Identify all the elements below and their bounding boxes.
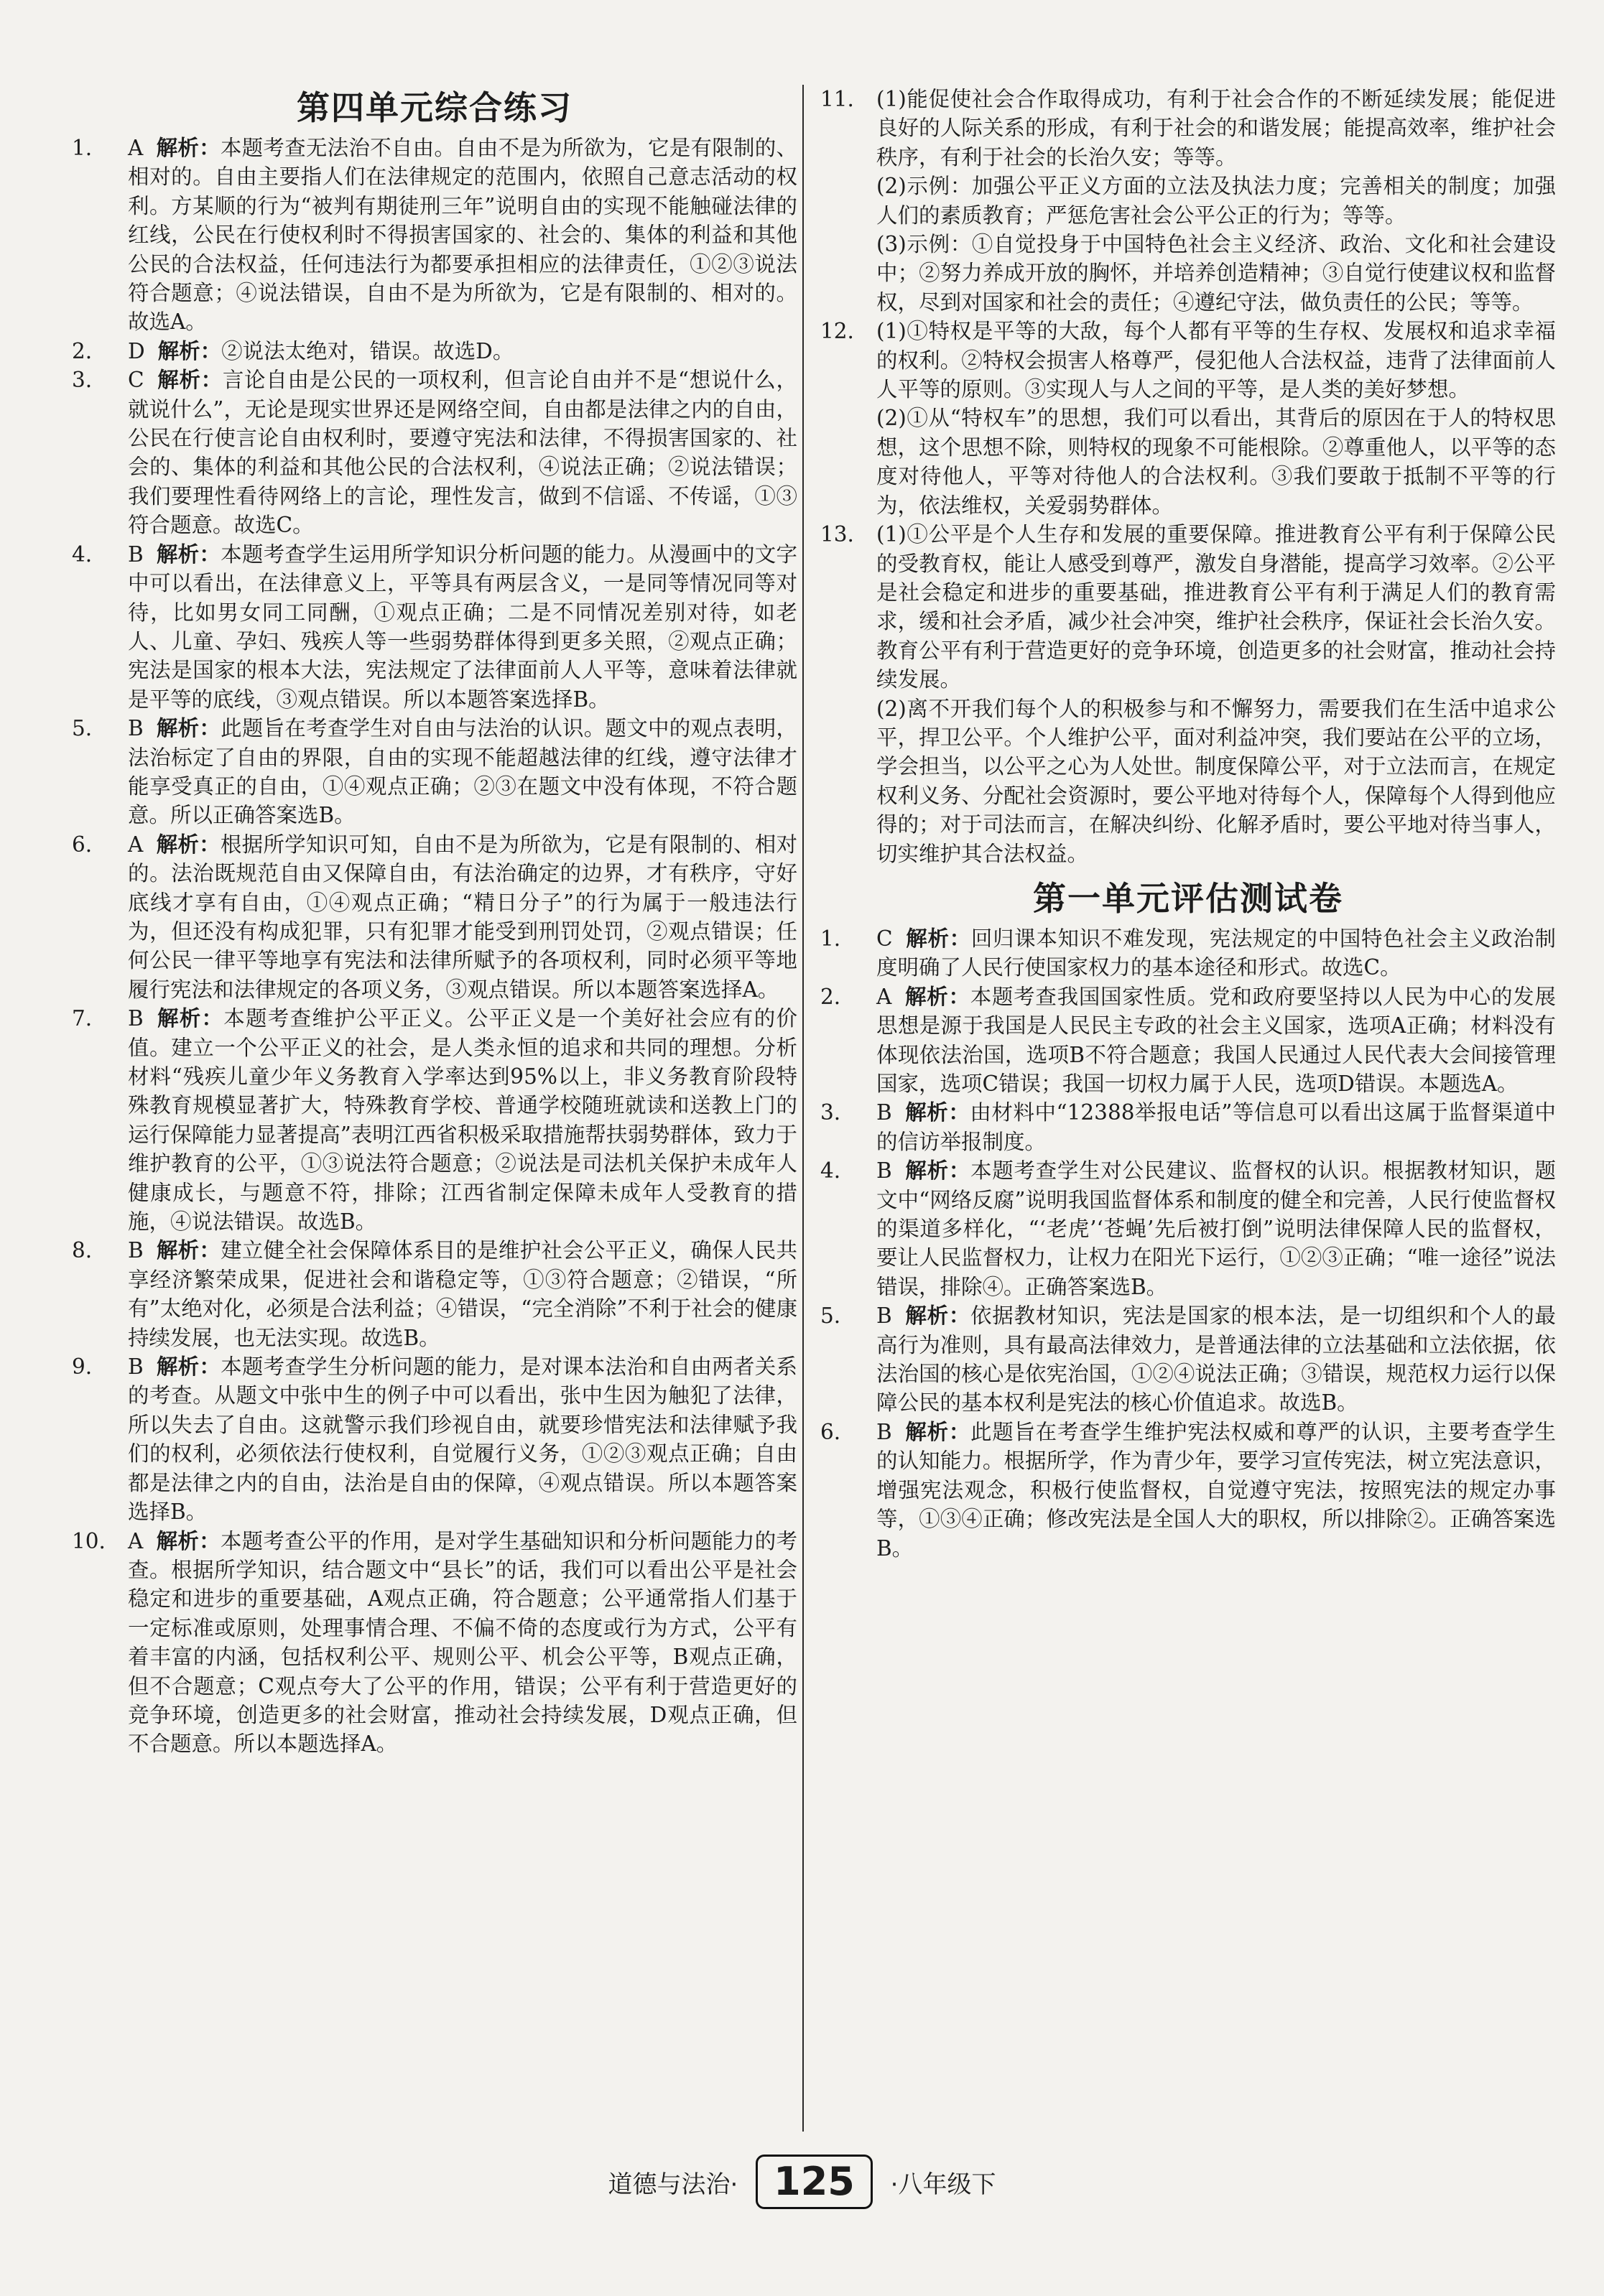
- answer-letter: C: [128, 368, 144, 393]
- item-number: 6.: [820, 1419, 841, 1444]
- left-column: [72, 85, 797, 1759]
- unit4-answer-list: [72, 134, 797, 1759]
- item-number: 12.: [820, 319, 854, 344]
- answer-explanation: 本题考查维护公平正义。公平正义是一个美好社会应有的价值。建立一个公平正义的社会，是人类永恒的追求和共同的理想。分析材料“残疾儿童少年义务教育入学率达到95%以上，非义务教育阶段特殊教育规模显著扩大，特殊教育学校、普通学校随班就读和送教上门的运行保障能力显著提高”表明江西省积极采取措施帮扶弱势群体，致力于维护教育的公平，①③说法符合题意；②说法是司法机关保护未成年人健康成长，与题意不符，排除；江西省制定保障未成年人受教育的措施，④说法错误。故选B。: [128, 1006, 797, 1235]
- answer-letter: B: [128, 716, 144, 741]
- jiexi-label: 解析：: [156, 1006, 224, 1031]
- jiexi-label: 解析：: [904, 1303, 971, 1329]
- answer-item-5: [820, 1301, 1556, 1418]
- unit4-title: 第四单元综合练习: [297, 88, 572, 127]
- jiexi-label: 解析：: [156, 832, 221, 857]
- item-number: 2.: [820, 984, 841, 1009]
- jiexi-label: 解析：: [156, 1528, 221, 1553]
- answer-item-13: [820, 520, 1556, 868]
- answer-item-2: [72, 337, 797, 366]
- column-divider: [802, 85, 804, 2132]
- jiexi-label: 解析：: [156, 716, 221, 741]
- footer-grade: ·八年级下: [890, 2170, 996, 2199]
- answer-letter: B: [876, 1419, 892, 1444]
- answer-explanation: 建立健全社会保障体系目的是维护社会公平正义，确保人民共享经济繁荣成果，促进社会和谐稳定等，①③符合题意；②错误，“所有”太绝对化，必须是合法利益；④错误，“完全消除”不利于社会的健康持续发展，也无法实现。故选B。: [128, 1238, 797, 1350]
- jiexi-label: 解析：: [156, 136, 221, 160]
- answer-explanation: ②说法太绝对，错误。故选D。: [221, 338, 514, 363]
- q11-part2: (2)示例：加强公平正义方面的立法及执法力度；完善相关的制度；加强人们的素质教育；严惩危害社会公平公正的行为；等等。: [876, 174, 1556, 228]
- answer-item-5: [72, 714, 797, 830]
- answer-item-1: [820, 924, 1556, 982]
- answer-item-4: [820, 1156, 1556, 1301]
- unit1-title: 第一单元评估测试卷: [1033, 878, 1343, 918]
- jiexi-label: 解析：: [905, 926, 971, 951]
- answer-explanation: 本题考查无法治不自由。自由不是为所欲为，它是有限制的、相对的。自由主要指人们在法律规定的范围内，依照自己意志活动的权利。方某顺的行为“被判有期徒刑三年”说明自由的实现不能触碰法律的红线，公民在行使权利时不得损害国家的、社会的、集体的利益和其他公民的合法权益，任何违法行为都要承担相应的法律责任，①②③说法符合题意；④说法错误，自由不是为所欲为，它是有限制的、相对的。故选A。: [128, 136, 797, 335]
- answer-item-9: [72, 1352, 797, 1526]
- answer-explanation: 本题考查学生对公民建议、监督权的认识。根据教材知识，题文中“网络反腐”说明我国监督体系和制度的健全和完善，人民行使监督权的渠道多样化，“‘老虎’‘苍蝇’先后被打倒”说明法律保障人民的监督权，要让人民监督权力，让权力在阳光下运行，①②③正确；“唯一途径”说法错误，排除④。正确答案选B。: [876, 1158, 1556, 1299]
- answer-letter: B: [128, 1238, 144, 1263]
- item-number: 13.: [820, 522, 854, 547]
- answer-explanation: 回归课本知识不难发现，宪法规定的中国特色社会主义政治制度明确了人民行使国家权力的基本途径和形式。故选C。: [876, 926, 1556, 980]
- answer-letter: A: [128, 1528, 144, 1553]
- answer-letter: A: [128, 136, 144, 160]
- answer-explanation: 此题旨在考查学生维护宪法权威和尊严的认识，主要考查学生的认知能力。根据所学，作为青少年，要学习宣传宪法，树立宪法意识，增强宪法观念，积极行使监督权，自觉遵守宪法，按照宪法的规定办事等，①③④正确；修改宪法是全国人大的职权，所以排除②。正确答案选B。: [876, 1419, 1556, 1561]
- answer-item-8: [72, 1236, 797, 1352]
- answer-item-6: [72, 830, 797, 1004]
- answer-item-1: [72, 134, 797, 337]
- answer-letter: B: [128, 1006, 144, 1031]
- jiexi-label: 解析：: [904, 1419, 971, 1444]
- jiexi-label: 解析：: [904, 1158, 971, 1184]
- answer-item-4: [72, 540, 797, 714]
- answer-explanation: 言论自由是公民的一项权利，但言论自由并不是“想说什么，就说什么”，无论是现实世界还是网络空间，自由都是法律之内的自由，公民在行使言论自由权利时，要遵守宪法和法律，不得损害国家的、社会的、集体的利益和其他公民的合法权利，④说法正确；②说法错误；我们要理性看待网络上的言论，理性发言，做到不信谣、不传谣，①③符合题意。故选C。: [128, 368, 797, 538]
- answer-item-2: [820, 982, 1556, 1099]
- item-number: 3.: [72, 368, 93, 393]
- q11-part1: (1)能促使社会合作取得成功，有利于社会合作的不断延续发展；能促进良好的人际关系的形成，有利于社会的和谐发展；能提高效率，维护社会秩序，有利于社会的长治久安；等等。: [876, 87, 1556, 169]
- answer-item-6: [820, 1418, 1556, 1563]
- item-number: 1.: [72, 136, 93, 160]
- answer-letter: B: [876, 1158, 892, 1184]
- item-number: 8.: [72, 1238, 93, 1263]
- item-number: 4.: [820, 1158, 841, 1184]
- answer-letter: A: [128, 832, 144, 857]
- item-number: 5.: [72, 716, 93, 741]
- answer-explanation: 本题考查学生分析问题的能力，是对课本法治和自由两者关系的考查。从题文中张中生的例子中可以看出，张中生因为触犯了法律，所以失去了自由。这就警示我们珍视自由，就要珍惜宪法和法律赋予我们的权利，必须依法行使权利，自觉履行义务，①②③观点正确；自由都是法律之内的自由，法治是自由的保障，④观点错误。所以本题答案选择B。: [128, 1354, 797, 1525]
- answer-letter: B: [876, 1100, 892, 1125]
- item-number: 1.: [820, 926, 841, 951]
- item-number: 4.: [72, 542, 93, 567]
- answer-item-7: [72, 1004, 797, 1236]
- item-number: 2.: [72, 338, 93, 363]
- answer-explanation: 本题考查公平的作用，是对学生基础知识和分析问题能力的考查。根据所学知识，结合题文中“县长”的话，我们可以看出公平是社会稳定和进步的重要基础，A观点正确，符合题意；公平通常指人们基于一定标准或原则，处理事情合理、不偏不倚的态度或行为方式，公平有着丰富的内涵，包括权利公平、规则公平、机会公平等，B观点正确，但不合题意；C观点夸大了公平的作用，错误；公平有利于营造更好的竞争环境，创造更多的社会财富，推动社会持续发展，D观点正确，但不合题意。所以本题选择A。: [128, 1528, 797, 1757]
- page-footer: [0, 2155, 1604, 2209]
- answer-item-3: [820, 1098, 1556, 1156]
- answer-explanation: 本题考查学生运用所学知识分析问题的能力。从漫画中的文字中可以看出，在法律意义上，平等具有两层含义，一是同等情况同等对待，比如男女同工同酬，①观点正确；二是不同情况差别对待，如老人、儿童、孕妇、残疾人等一些弱势群体得到更多关照，②观点正确；宪法是国家的根本大法，宪法规定了法律面前人人平等，意味着法律就是平等的底线，③观点错误。所以本题答案选择B。: [128, 542, 797, 712]
- answer-letter: C: [876, 926, 893, 951]
- answer-letter: B: [128, 542, 144, 567]
- answer-explanation: 此题旨在考查学生对自由与法治的认识。题文中的观点表明，法治标定了自由的界限，自由的实现不能超越法律的红线，遵守法律才能享受真正的自由，①④观点正确；②③在题文中没有体现，不符合题意。所以正确答案选B。: [128, 716, 797, 828]
- page-number: 125: [756, 2155, 873, 2209]
- right-column: [820, 85, 1556, 1563]
- jiexi-label: 解析：: [904, 984, 970, 1009]
- q12-part2: (2)①从“特权车”的思想，我们可以看出，其背后的原因在于人的特权思想，这个思想不除，则特权的现象不可能根除。②尊重他人，以平等的态度对待他人，平等对待他人的合法权利。③我们要敢于抵制不平等的行为，依法维权，关爱弱势群体。: [876, 406, 1556, 518]
- unit1-answer-list: [820, 924, 1556, 1563]
- item-number: 5.: [820, 1303, 841, 1329]
- item-number: 9.: [72, 1354, 93, 1380]
- q13-part1: (1)①公平是个人生存和发展的重要保障。推进教育公平有利于保障公民的受教育权，能让人感受到尊严，激发自身潜能，提高学习效率。②公平是社会稳定和进步的重要基础，推进教育公平有利于满足人们的教育需求，缓和社会矛盾，减少社会冲突，维护社会秩序，保证社会长治久安。教育公平有利于营造更好的竞争环境，创造更多的社会财富，推动社会持续发展。: [876, 522, 1556, 692]
- answer-explanation: 依据教材知识，宪法是国家的根本法，是一切组织和个人的最高行为准则，具有最高法律效力，是普通法律的立法基础和立法依据，依法治国的核心是依宪治国，①②④说法正确；③错误，规范权力运行以保障公民的基本权利是宪法的核心价值追求。故选B。: [876, 1303, 1556, 1416]
- answer-letter: D: [128, 338, 145, 363]
- answer-letter: A: [876, 984, 892, 1009]
- jiexi-label: 解析：: [157, 338, 222, 363]
- q12-part1: (1)①特权是平等的大敌，每个人都有平等的生存权、发展权和追求幸福的权利。②特权会损害人格尊严，侵犯他人合法权益，违背了法律面前人人平等的原则。③实现人与人之间的平等，是人类的美好梦想。: [876, 319, 1556, 402]
- answer-item-3: [72, 366, 797, 539]
- answer-explanation: 根据所学知识可知，自由不是为所欲为，它是有限制的、相对的。法治既规范自由又保障自由，有法治确定的边界，才有秩序，守好底线才享有自由，①④观点正确；“精日分子”的行为属于一般违法行为，但还没有构成犯罪，只有犯罪才能受到刑罚处罚，②观点错误；任何公民一律平等地享有宪法和法律所赋予的各项权利，同时必须平等地履行宪法和法律规定的各项义务，③观点错误。所以本题答案选择A。: [128, 832, 797, 1002]
- footer-subject: 道德与法治·: [608, 2170, 738, 2199]
- item-number: 6.: [72, 832, 93, 857]
- answer-item-12: [820, 317, 1556, 520]
- item-number: 7.: [72, 1006, 93, 1031]
- answer-letter: B: [876, 1303, 892, 1329]
- answer-letter: B: [128, 1354, 144, 1380]
- q11-part3: (3)示例：①自觉投身于中国特色社会主义经济、政治、文化和社会建设中；②努力养成开放的胸怀，并培养创造精神；③自觉行使建议权和监督权，尽到对国家和社会的责任；④遵纪守法，做负责任的公民；等等。: [876, 232, 1556, 315]
- jiexi-label: 解析：: [904, 1100, 970, 1125]
- jiexi-label: 解析：: [156, 1238, 221, 1263]
- answer-explanation: 由材料中“12388举报电话”等信息可以看出这属于监督渠道中的信访举报制度。: [876, 1100, 1556, 1154]
- item-number: 3.: [820, 1100, 841, 1125]
- jiexi-label: 解析：: [157, 368, 223, 393]
- q13-part2: (2)离不开我们每个人的积极参与和不懈努力，需要我们在生活中追求公平，捍卫公平。个人维护公平，面对利益冲突，我们要站在公平的立场，学会担当，以公平之心为人处世。制度保障公平，对于立法而言，在规定权利义务、分配社会资源时，要公平地对待每个人，保障每个人得到他应得的；对于司法而言，在解决纠纷、化解矛盾时，要公平地对待当事人，切实维护其合法权益。: [876, 696, 1556, 866]
- jiexi-label: 解析：: [156, 1354, 221, 1380]
- jiexi-label: 解析：: [156, 542, 221, 567]
- answer-explanation: 本题考查我国国家性质。党和政府要坚持以人民为中心的发展思想是源于我国是人民民主专政的社会主义国家，选项A正确；材料没有体现依法治国，选项B不符合题意；我国人民通过人民代表大会间接管理国家，选项C错误；我国一切权力属于人民，选项D错误。本题选A。: [876, 984, 1556, 1096]
- item-number: 11.: [820, 87, 854, 111]
- item-number: 10.: [72, 1528, 106, 1553]
- answer-item-10: [72, 1527, 797, 1759]
- answer-item-11: [820, 85, 1556, 317]
